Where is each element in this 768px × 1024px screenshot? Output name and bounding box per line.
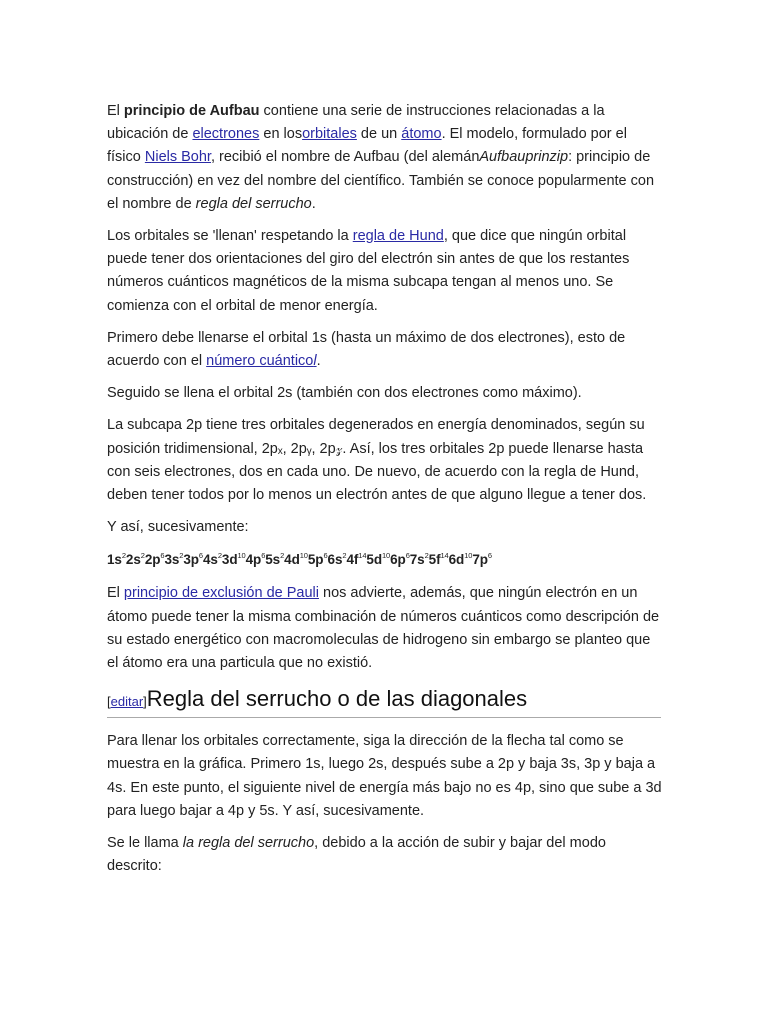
orbital-electron-count: 14 — [440, 551, 449, 561]
orbital-electron-count: 6 — [261, 551, 266, 561]
link-niels-bohr[interactable]: Niels Bohr — [144, 149, 211, 166]
orbital-term: 1s — [107, 552, 122, 568]
electron-configuration-formula — [107, 548, 663, 571]
orbital-term: 5f — [428, 552, 441, 568]
orbital-electron-count: 6 — [198, 551, 203, 561]
bracket: ] — [143, 694, 147, 710]
orbital-term: 5s — [265, 552, 281, 568]
orbital-term: 2s — [125, 552, 141, 568]
text: El — [107, 585, 124, 602]
text: Se le llama — [107, 835, 183, 852]
orbital-electron-count: 10 — [381, 551, 391, 561]
paragraph-2s: Seguido se llena el orbital 2s (también con dos electrones como máximo). — [107, 385, 582, 402]
text: , que dice que ningún orbital puede tener dos orientaciones del giro del electrón sin antes de que los restantes números cuánticos magnéticos de la misma subcapa tengan al menos uno. Se comienza con el orbital de menor energía. — [107, 228, 630, 314]
orbital-term: 5p — [307, 552, 324, 568]
paragraph-diagonales: Para llenar los orbitales correctamente, siga la dirección de la flecha tal como se muestra en la gráfica. Primero 1s, luego 2s, después sube a 2p y baja 3s, 3p y baja a 4s. En este punto, el siguiente nivel de energía más bajo no es 4p, sino que sube a 3d para luego bajar a 4p y 5s. Y así, sucesivamente. — [107, 733, 662, 819]
paragraph-pauli — [107, 582, 663, 675]
text: , recibió el nombre de Aufbau (del alemán — [210, 149, 480, 166]
orbital-term: 4f — [346, 552, 359, 568]
text: . — [311, 195, 316, 212]
italic-term: regla del serrucho — [195, 195, 312, 212]
orbital-term: 3d — [221, 552, 238, 568]
orbital-term: 7s — [409, 552, 425, 568]
text: Los orbitales se 'llenan' respetando la — [107, 228, 353, 245]
orbital-electron-count: 6 — [323, 551, 328, 561]
paragraph-1s — [107, 327, 663, 373]
text: , debido a la acción de subir y bajar del modo descrito: — [107, 835, 606, 875]
orbital-electron-count: 2 — [140, 551, 145, 561]
text: : principio de construcción) en vez del nombre del científico. También se conoce popularmente con el nombre de — [107, 149, 655, 212]
orbital-term: 6p — [390, 552, 406, 568]
orbital-electron-count: 6 — [487, 551, 492, 561]
orbital-electron-count: 10 — [464, 551, 473, 561]
orbital-electron-count: 6 — [405, 551, 410, 561]
orbital-term: 5d — [366, 552, 382, 568]
text: El — [107, 103, 124, 119]
text: . El modelo, formulado por el físico — [107, 126, 627, 166]
orbital-electron-count: 6 — [160, 551, 165, 561]
link-orbitales[interactable]: orbitales — [302, 126, 357, 143]
orbital-electron-count: 2 — [121, 551, 126, 561]
italic-term: la regla del serrucho — [182, 835, 315, 852]
italic-term: Aufbauprinzip — [479, 149, 569, 166]
orbital-electron-count: 2 — [179, 551, 184, 561]
text: nos advierte, además, que ningún electrón en un átomo puede tener la misma combinación de números cuánticos como descripción de su estado energético con macromoleculas de hidrogeno sin embargo se planteo que el átomo era una particula que no existió. — [107, 585, 660, 672]
link-principio-pauli[interactable]: principio de exclusión de Pauli — [123, 585, 319, 602]
orbital-electron-count: 2 — [342, 551, 347, 561]
orbital-term: 3p — [183, 552, 199, 568]
text: Primero debe llenarse el orbital 1s (hasta un máximo de dos electrones), esto de acuerdo con el — [107, 329, 626, 370]
paragraph-intro — [107, 100, 663, 216]
section-title: Regla del serrucho o de las diagonales — [146, 686, 528, 712]
paragraph-sucesivamente: Y así, sucesivamente: — [107, 519, 249, 536]
orbital-term: 3s — [164, 552, 180, 568]
text: . — [316, 353, 321, 370]
orbital-electron-count: 2 — [217, 551, 222, 561]
orbital-term: 6d — [448, 552, 465, 568]
orbital-term: 6s — [327, 552, 343, 568]
text: de un — [356, 126, 402, 143]
orbital-electron-count: 14 — [358, 551, 367, 561]
paragraph-serrucho — [107, 832, 663, 878]
text: contiene una serie de instrucciones relacionadas a la ubicación de — [107, 103, 605, 143]
edit-link[interactable]: editar — [110, 694, 144, 710]
bracket: [ — [107, 694, 111, 710]
orbital-term: 4p — [245, 552, 262, 568]
article-body — [107, 100, 663, 887]
orbital-term: 4s — [203, 552, 218, 568]
link-text: número cuántico — [206, 353, 314, 370]
edit-section — [107, 694, 147, 709]
orbital-term: 4d — [284, 552, 300, 568]
italic-letter: l — [313, 353, 317, 370]
orbital-electron-count: 10 — [299, 551, 308, 561]
orbital-electron-count: 10 — [237, 551, 246, 561]
text: en los — [259, 126, 303, 143]
link-electrones[interactable]: electrones — [192, 126, 260, 143]
link-numero-cuantico[interactable] — [206, 353, 316, 369]
orbital-electron-count: 2 — [280, 551, 285, 561]
orbital-electron-count: 2 — [424, 551, 429, 561]
link-atomo[interactable]: átomo — [401, 126, 442, 143]
section-heading — [107, 684, 661, 718]
orbital-term: 7p — [472, 552, 488, 568]
paragraph-hund — [107, 225, 663, 318]
link-regla-de-hund[interactable]: regla de Hund — [352, 228, 444, 245]
bold-term: principio de Aufbau — [123, 103, 260, 119]
paragraph-2p: La subcapa 2p tiene tres orbitales degenerados en energía denominados, según su posición tridimensional, 2pₓ, 2pᵧ, 2p𝓏. Así, los tres orbitales 2p puede llenarse hasta con seis electrones, dos en cada uno. De nuevo, de acuerdo con la regla de Hund, deben tener todos por lo menos un electrón antes de que alguno llegue a tener dos. — [107, 417, 647, 504]
orbital-term: 2p — [144, 552, 161, 568]
